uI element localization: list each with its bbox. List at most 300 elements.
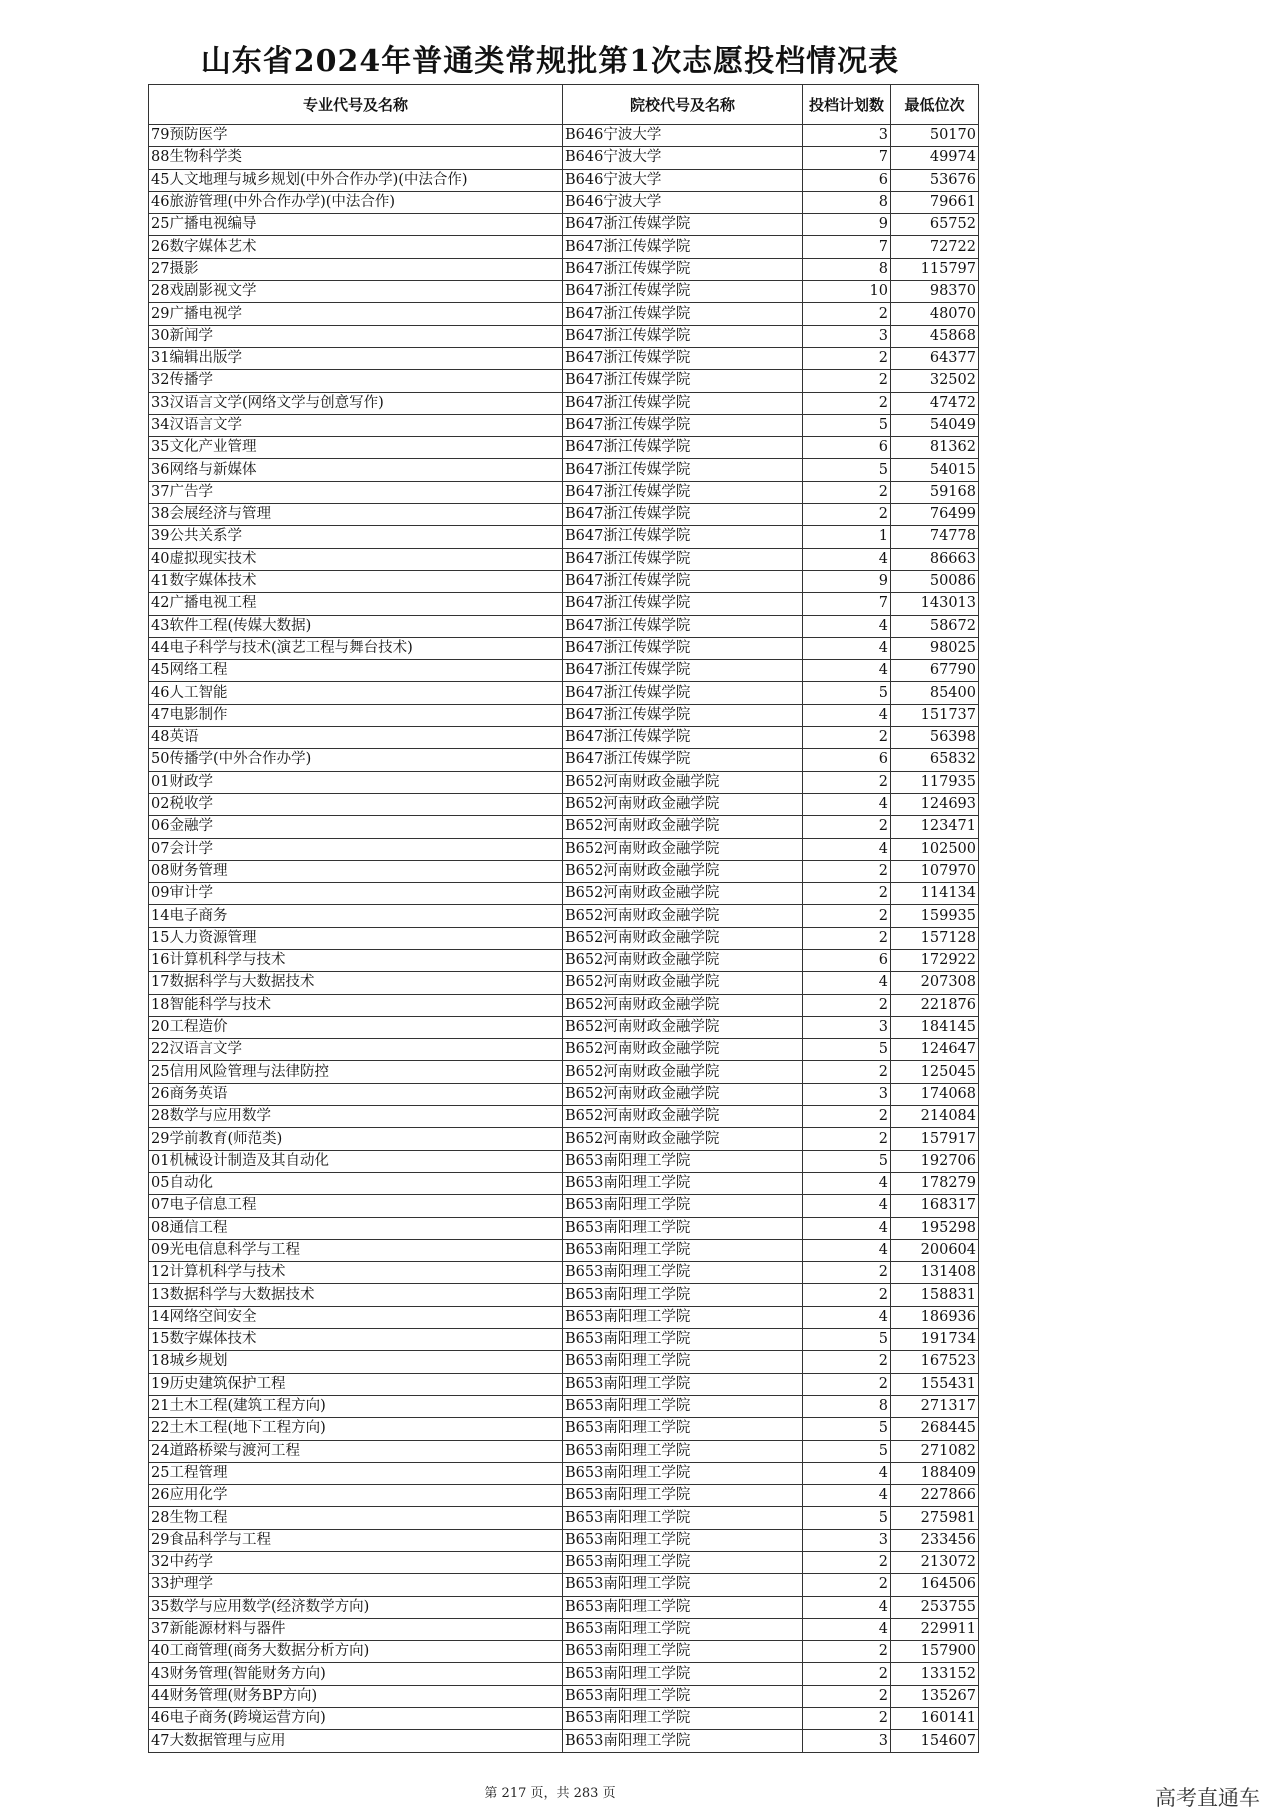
- cell-major: 06金融学: [149, 816, 563, 838]
- cell-plan: 4: [803, 1172, 891, 1194]
- cell-plan: 2: [803, 1351, 891, 1373]
- cell-rank: 184145: [891, 1016, 979, 1038]
- cell-plan: 2: [803, 504, 891, 526]
- cell-major: 40虚拟现实技术: [149, 548, 563, 570]
- cell-major: 35数学与应用数学(经济数学方向): [149, 1596, 563, 1618]
- table-row: [149, 214, 979, 236]
- cell-school: B653南阳理工学院: [563, 1507, 803, 1529]
- cell-major: 13数据科学与大数据技术: [149, 1284, 563, 1306]
- cell-plan: 6: [803, 749, 891, 771]
- cell-major: 14网络空间安全: [149, 1306, 563, 1328]
- cell-rank: 167523: [891, 1351, 979, 1373]
- cell-rank: 135267: [891, 1685, 979, 1707]
- cell-plan: 4: [803, 660, 891, 682]
- cell-major: 32传播学: [149, 370, 563, 392]
- table-row: [149, 838, 979, 860]
- cell-rank: 48070: [891, 303, 979, 325]
- table-row: [149, 704, 979, 726]
- table-row: [149, 972, 979, 994]
- cell-rank: 54015: [891, 459, 979, 481]
- cell-plan: 5: [803, 1507, 891, 1529]
- cell-plan: 2: [803, 1262, 891, 1284]
- table-row: [149, 682, 979, 704]
- cell-school: B647浙江传媒学院: [563, 704, 803, 726]
- cell-plan: 2: [803, 392, 891, 414]
- cell-rank: 253755: [891, 1596, 979, 1618]
- cell-rank: 67790: [891, 660, 979, 682]
- table-header-row: [149, 85, 979, 125]
- cell-school: B653南阳理工学院: [563, 1306, 803, 1328]
- cell-major: 17数据科学与大数据技术: [149, 972, 563, 994]
- table-row: [149, 1395, 979, 1417]
- cell-rank: 117935: [891, 771, 979, 793]
- cell-school: B647浙江传媒学院: [563, 214, 803, 236]
- cell-major: 24道路桥梁与渡河工程: [149, 1440, 563, 1462]
- cell-plan: 8: [803, 191, 891, 213]
- table-row: [149, 1329, 979, 1351]
- table-row: [149, 637, 979, 659]
- cell-plan: 3: [803, 1529, 891, 1551]
- cell-plan: 2: [803, 1061, 891, 1083]
- table-row: [149, 1106, 979, 1128]
- cell-major: 29学前教育(师范类): [149, 1128, 563, 1150]
- cell-rank: 133152: [891, 1663, 979, 1685]
- cell-major: 07会计学: [149, 838, 563, 860]
- cell-plan: 4: [803, 1306, 891, 1328]
- header-rank: 最低位次: [891, 85, 979, 125]
- cell-major: 20工程造价: [149, 1016, 563, 1038]
- cell-rank: 115797: [891, 258, 979, 280]
- cell-rank: 174068: [891, 1083, 979, 1105]
- table-row: [149, 949, 979, 971]
- cell-school: B652河南财政金融学院: [563, 1039, 803, 1061]
- table-row: [149, 1195, 979, 1217]
- cell-major: 16计算机科学与技术: [149, 949, 563, 971]
- cell-plan: 5: [803, 682, 891, 704]
- cell-plan: 4: [803, 637, 891, 659]
- cell-school: B653南阳理工学院: [563, 1618, 803, 1640]
- table-row: [149, 883, 979, 905]
- cell-rank: 227866: [891, 1485, 979, 1507]
- cell-plan: 8: [803, 1395, 891, 1417]
- cell-major: 15数字媒体技术: [149, 1329, 563, 1351]
- cell-rank: 191734: [891, 1329, 979, 1351]
- cell-rank: 214084: [891, 1106, 979, 1128]
- cell-school: B652河南财政金融学院: [563, 905, 803, 927]
- cell-plan: 5: [803, 1329, 891, 1351]
- cell-school: B647浙江传媒学院: [563, 727, 803, 749]
- cell-major: 25广播电视编导: [149, 214, 563, 236]
- table-row: [149, 1708, 979, 1730]
- cell-plan: 2: [803, 860, 891, 882]
- cell-major: 79预防医学: [149, 125, 563, 147]
- cell-rank: 271317: [891, 1395, 979, 1417]
- cell-rank: 74778: [891, 526, 979, 548]
- cell-rank: 65752: [891, 214, 979, 236]
- cell-major: 46旅游管理(中外合作办学)(中法合作): [149, 191, 563, 213]
- cell-school: B652河南财政金融学院: [563, 1016, 803, 1038]
- cell-rank: 192706: [891, 1150, 979, 1172]
- table-row: [149, 749, 979, 771]
- cell-plan: 4: [803, 1485, 891, 1507]
- table-row: [149, 414, 979, 436]
- cell-rank: 32502: [891, 370, 979, 392]
- cell-rank: 207308: [891, 972, 979, 994]
- table-row: [149, 994, 979, 1016]
- cell-rank: 56398: [891, 727, 979, 749]
- cell-school: B647浙江传媒学院: [563, 325, 803, 347]
- cell-major: 37新能源材料与器件: [149, 1618, 563, 1640]
- cell-major: 22汉语言文学: [149, 1039, 563, 1061]
- cell-rank: 53676: [891, 169, 979, 191]
- cell-school: B646宁波大学: [563, 147, 803, 169]
- cell-school: B653南阳理工学院: [563, 1150, 803, 1172]
- table-row: [149, 169, 979, 191]
- cell-school: B652河南财政金融学院: [563, 1128, 803, 1150]
- cell-major: 36网络与新媒体: [149, 459, 563, 481]
- cell-major: 27摄影: [149, 258, 563, 280]
- cell-plan: 2: [803, 1128, 891, 1150]
- cell-rank: 125045: [891, 1061, 979, 1083]
- table-row: [149, 1440, 979, 1462]
- cell-school: B653南阳理工学院: [563, 1262, 803, 1284]
- table-row: [149, 1239, 979, 1261]
- cell-plan: 6: [803, 437, 891, 459]
- cell-school: B647浙江传媒学院: [563, 593, 803, 615]
- table-row: [149, 1061, 979, 1083]
- cell-major: 28数学与应用数学: [149, 1106, 563, 1128]
- cell-major: 42广播电视工程: [149, 593, 563, 615]
- cell-plan: 9: [803, 570, 891, 592]
- table-row: [149, 1217, 979, 1239]
- table-row: [149, 1351, 979, 1373]
- table-row: [149, 1418, 979, 1440]
- cell-rank: 131408: [891, 1262, 979, 1284]
- cell-school: B647浙江传媒学院: [563, 504, 803, 526]
- table-row: [149, 236, 979, 258]
- cell-plan: 2: [803, 883, 891, 905]
- cell-rank: 157128: [891, 927, 979, 949]
- cell-rank: 200604: [891, 1239, 979, 1261]
- cell-rank: 157917: [891, 1128, 979, 1150]
- cell-major: 28戏剧影视文学: [149, 281, 563, 303]
- cell-major: 32中药学: [149, 1552, 563, 1574]
- cell-school: B647浙江传媒学院: [563, 548, 803, 570]
- cell-school: B652河南财政金融学院: [563, 972, 803, 994]
- table-row: [149, 1172, 979, 1194]
- cell-school: B653南阳理工学院: [563, 1329, 803, 1351]
- cell-school: B652河南财政金融学院: [563, 816, 803, 838]
- cell-major: 37广告学: [149, 481, 563, 503]
- cell-plan: 6: [803, 169, 891, 191]
- table-row: [149, 816, 979, 838]
- cell-school: B653南阳理工学院: [563, 1284, 803, 1306]
- cell-rank: 124647: [891, 1039, 979, 1061]
- cell-school: B652河南财政金融学院: [563, 994, 803, 1016]
- cell-school: B647浙江传媒学院: [563, 437, 803, 459]
- cell-rank: 123471: [891, 816, 979, 838]
- cell-school: B653南阳理工学院: [563, 1529, 803, 1551]
- cell-rank: 59168: [891, 481, 979, 503]
- cell-school: B647浙江传媒学院: [563, 370, 803, 392]
- cell-major: 26数字媒体艺术: [149, 236, 563, 258]
- cell-major: 22土木工程(地下工程方向): [149, 1418, 563, 1440]
- cell-plan: 5: [803, 1418, 891, 1440]
- cell-school: B653南阳理工学院: [563, 1239, 803, 1261]
- table-row: [149, 325, 979, 347]
- cell-rank: 114134: [891, 883, 979, 905]
- table-row: [149, 905, 979, 927]
- cell-school: B646宁波大学: [563, 125, 803, 147]
- cell-plan: 2: [803, 1574, 891, 1596]
- cell-school: B653南阳理工学院: [563, 1552, 803, 1574]
- cell-plan: 2: [803, 1106, 891, 1128]
- cell-rank: 72722: [891, 236, 979, 258]
- cell-major: 25工程管理: [149, 1462, 563, 1484]
- cell-school: B647浙江传媒学院: [563, 526, 803, 548]
- watermark-text: 高考直通车: [1155, 1786, 1260, 1810]
- table-row: [149, 927, 979, 949]
- header-school: 院校代号及名称: [563, 85, 803, 125]
- cell-major: 34汉语言文学: [149, 414, 563, 436]
- cell-major: 21土木工程(建筑工程方向): [149, 1395, 563, 1417]
- header-plan: 投档计划数: [803, 85, 891, 125]
- cell-school: B652河南财政金融学院: [563, 838, 803, 860]
- cell-rank: 50086: [891, 570, 979, 592]
- cell-plan: 4: [803, 615, 891, 637]
- cell-rank: 221876: [891, 994, 979, 1016]
- cell-school: B647浙江传媒学院: [563, 236, 803, 258]
- cell-plan: 7: [803, 236, 891, 258]
- cell-school: B653南阳理工学院: [563, 1195, 803, 1217]
- table-row: [149, 258, 979, 280]
- cell-major: 12计算机科学与技术: [149, 1262, 563, 1284]
- admission-table: [148, 84, 979, 1753]
- cell-major: 31编辑出版学: [149, 347, 563, 369]
- cell-major: 43软件工程(传媒大数据): [149, 615, 563, 637]
- cell-school: B653南阳理工学院: [563, 1708, 803, 1730]
- cell-school: B653南阳理工学院: [563, 1641, 803, 1663]
- cell-major: 08通信工程: [149, 1217, 563, 1239]
- cell-rank: 178279: [891, 1172, 979, 1194]
- table-row: [149, 125, 979, 147]
- cell-rank: 268445: [891, 1418, 979, 1440]
- cell-rank: 64377: [891, 347, 979, 369]
- cell-plan: 2: [803, 1373, 891, 1395]
- cell-school: B647浙江传媒学院: [563, 749, 803, 771]
- cell-school: B647浙江传媒学院: [563, 303, 803, 325]
- table-row: [149, 1462, 979, 1484]
- cell-major: 05自动化: [149, 1172, 563, 1194]
- cell-major: 09光电信息科学与工程: [149, 1239, 563, 1261]
- cell-rank: 98025: [891, 637, 979, 659]
- cell-major: 46电子商务(跨境运营方向): [149, 1708, 563, 1730]
- cell-school: B653南阳理工学院: [563, 1440, 803, 1462]
- cell-major: 29食品科学与工程: [149, 1529, 563, 1551]
- cell-school: B653南阳理工学院: [563, 1685, 803, 1707]
- cell-school: B652河南财政金融学院: [563, 949, 803, 971]
- cell-plan: 3: [803, 1083, 891, 1105]
- cell-plan: 4: [803, 1462, 891, 1484]
- cell-major: 33护理学: [149, 1574, 563, 1596]
- cell-plan: 2: [803, 347, 891, 369]
- cell-major: 18城乡规划: [149, 1351, 563, 1373]
- table-body: [149, 125, 979, 1753]
- table-row: [149, 147, 979, 169]
- cell-plan: 4: [803, 793, 891, 815]
- cell-school: B653南阳理工学院: [563, 1418, 803, 1440]
- cell-plan: 2: [803, 927, 891, 949]
- cell-major: 40工商管理(商务大数据分析方向): [149, 1641, 563, 1663]
- header-major: 专业代号及名称: [149, 85, 563, 125]
- table-row: [149, 570, 979, 592]
- cell-major: 08财务管理: [149, 860, 563, 882]
- cell-rank: 159935: [891, 905, 979, 927]
- cell-plan: 4: [803, 1618, 891, 1640]
- cell-plan: 5: [803, 459, 891, 481]
- table-row: [149, 1618, 979, 1640]
- cell-school: B647浙江传媒学院: [563, 682, 803, 704]
- cell-plan: 5: [803, 414, 891, 436]
- table-row: [149, 1039, 979, 1061]
- table-row: [149, 1574, 979, 1596]
- cell-school: B652河南财政金融学院: [563, 1061, 803, 1083]
- cell-plan: 7: [803, 147, 891, 169]
- cell-plan: 8: [803, 258, 891, 280]
- cell-plan: 4: [803, 972, 891, 994]
- cell-plan: 2: [803, 1708, 891, 1730]
- cell-plan: 5: [803, 1039, 891, 1061]
- cell-major: 48英语: [149, 727, 563, 749]
- table-row: [149, 347, 979, 369]
- cell-plan: 4: [803, 704, 891, 726]
- cell-school: B653南阳理工学院: [563, 1485, 803, 1507]
- cell-rank: 186936: [891, 1306, 979, 1328]
- cell-plan: 10: [803, 281, 891, 303]
- cell-major: 18智能科学与技术: [149, 994, 563, 1016]
- cell-rank: 164506: [891, 1574, 979, 1596]
- cell-school: B652河南财政金融学院: [563, 1083, 803, 1105]
- cell-plan: 4: [803, 838, 891, 860]
- cell-major: 07电子信息工程: [149, 1195, 563, 1217]
- cell-plan: 2: [803, 1552, 891, 1574]
- table-row: [149, 1284, 979, 1306]
- table-row: [149, 1128, 979, 1150]
- cell-rank: 47472: [891, 392, 979, 414]
- cell-school: B647浙江传媒学院: [563, 660, 803, 682]
- cell-rank: 168317: [891, 1195, 979, 1217]
- cell-school: B653南阳理工学院: [563, 1373, 803, 1395]
- cell-school: B647浙江传媒学院: [563, 414, 803, 436]
- cell-plan: 4: [803, 1596, 891, 1618]
- cell-major: 47大数据管理与应用: [149, 1730, 563, 1752]
- cell-rank: 155431: [891, 1373, 979, 1395]
- cell-plan: 2: [803, 994, 891, 1016]
- cell-major: 43财务管理(智能财务方向): [149, 1663, 563, 1685]
- cell-major: 26商务英语: [149, 1083, 563, 1105]
- cell-major: 39公共关系学: [149, 526, 563, 548]
- cell-plan: 2: [803, 816, 891, 838]
- cell-school: B647浙江传媒学院: [563, 392, 803, 414]
- cell-major: 28生物工程: [149, 1507, 563, 1529]
- table-row: [149, 1306, 979, 1328]
- cell-plan: 5: [803, 1150, 891, 1172]
- cell-school: B647浙江传媒学院: [563, 570, 803, 592]
- cell-rank: 213072: [891, 1552, 979, 1574]
- cell-major: 50传播学(中外合作办学): [149, 749, 563, 771]
- cell-school: B653南阳理工学院: [563, 1730, 803, 1752]
- cell-plan: 2: [803, 1685, 891, 1707]
- cell-plan: 6: [803, 949, 891, 971]
- table-row: [149, 1552, 979, 1574]
- cell-rank: 151737: [891, 704, 979, 726]
- cell-plan: 2: [803, 1663, 891, 1685]
- cell-major: 38会展经济与管理: [149, 504, 563, 526]
- cell-plan: 2: [803, 303, 891, 325]
- cell-rank: 160141: [891, 1708, 979, 1730]
- cell-major: 46人工智能: [149, 682, 563, 704]
- cell-school: B653南阳理工学院: [563, 1217, 803, 1239]
- cell-school: B653南阳理工学院: [563, 1172, 803, 1194]
- cell-major: 29广播电视学: [149, 303, 563, 325]
- cell-school: B652河南财政金融学院: [563, 860, 803, 882]
- table-row: [149, 481, 979, 503]
- table-row: [149, 593, 979, 615]
- cell-major: 09审计学: [149, 883, 563, 905]
- table-row: [149, 615, 979, 637]
- cell-major: 01机械设计制造及其自动化: [149, 1150, 563, 1172]
- cell-school: B647浙江传媒学院: [563, 459, 803, 481]
- cell-school: B653南阳理工学院: [563, 1351, 803, 1373]
- table-row: [149, 1529, 979, 1551]
- cell-plan: 3: [803, 1016, 891, 1038]
- cell-major: 02税收学: [149, 793, 563, 815]
- table-row: [149, 370, 979, 392]
- cell-rank: 124693: [891, 793, 979, 815]
- cell-rank: 107970: [891, 860, 979, 882]
- table-row: [149, 1083, 979, 1105]
- cell-rank: 76499: [891, 504, 979, 526]
- cell-plan: 4: [803, 548, 891, 570]
- table-row: [149, 1730, 979, 1752]
- cell-rank: 143013: [891, 593, 979, 615]
- cell-major: 35文化产业管理: [149, 437, 563, 459]
- cell-major: 33汉语言文学(网络文学与创意写作): [149, 392, 563, 414]
- cell-rank: 45868: [891, 325, 979, 347]
- cell-plan: 2: [803, 1284, 891, 1306]
- cell-plan: 3: [803, 125, 891, 147]
- cell-rank: 79661: [891, 191, 979, 213]
- cell-rank: 275981: [891, 1507, 979, 1529]
- cell-school: B653南阳理工学院: [563, 1663, 803, 1685]
- cell-rank: 172922: [891, 949, 979, 971]
- table-row: [149, 793, 979, 815]
- cell-school: B647浙江传媒学院: [563, 481, 803, 503]
- cell-school: B653南阳理工学院: [563, 1395, 803, 1417]
- cell-plan: 2: [803, 727, 891, 749]
- cell-major: 30新闻学: [149, 325, 563, 347]
- table-row: [149, 727, 979, 749]
- cell-rank: 233456: [891, 1529, 979, 1551]
- cell-school: B646宁波大学: [563, 169, 803, 191]
- cell-plan: 5: [803, 1440, 891, 1462]
- table-row: [149, 303, 979, 325]
- cell-plan: 4: [803, 1195, 891, 1217]
- cell-major: 41数字媒体技术: [149, 570, 563, 592]
- cell-school: B652河南财政金融学院: [563, 771, 803, 793]
- table-row: [149, 392, 979, 414]
- cell-major: 25信用风险管理与法律防控: [149, 1061, 563, 1083]
